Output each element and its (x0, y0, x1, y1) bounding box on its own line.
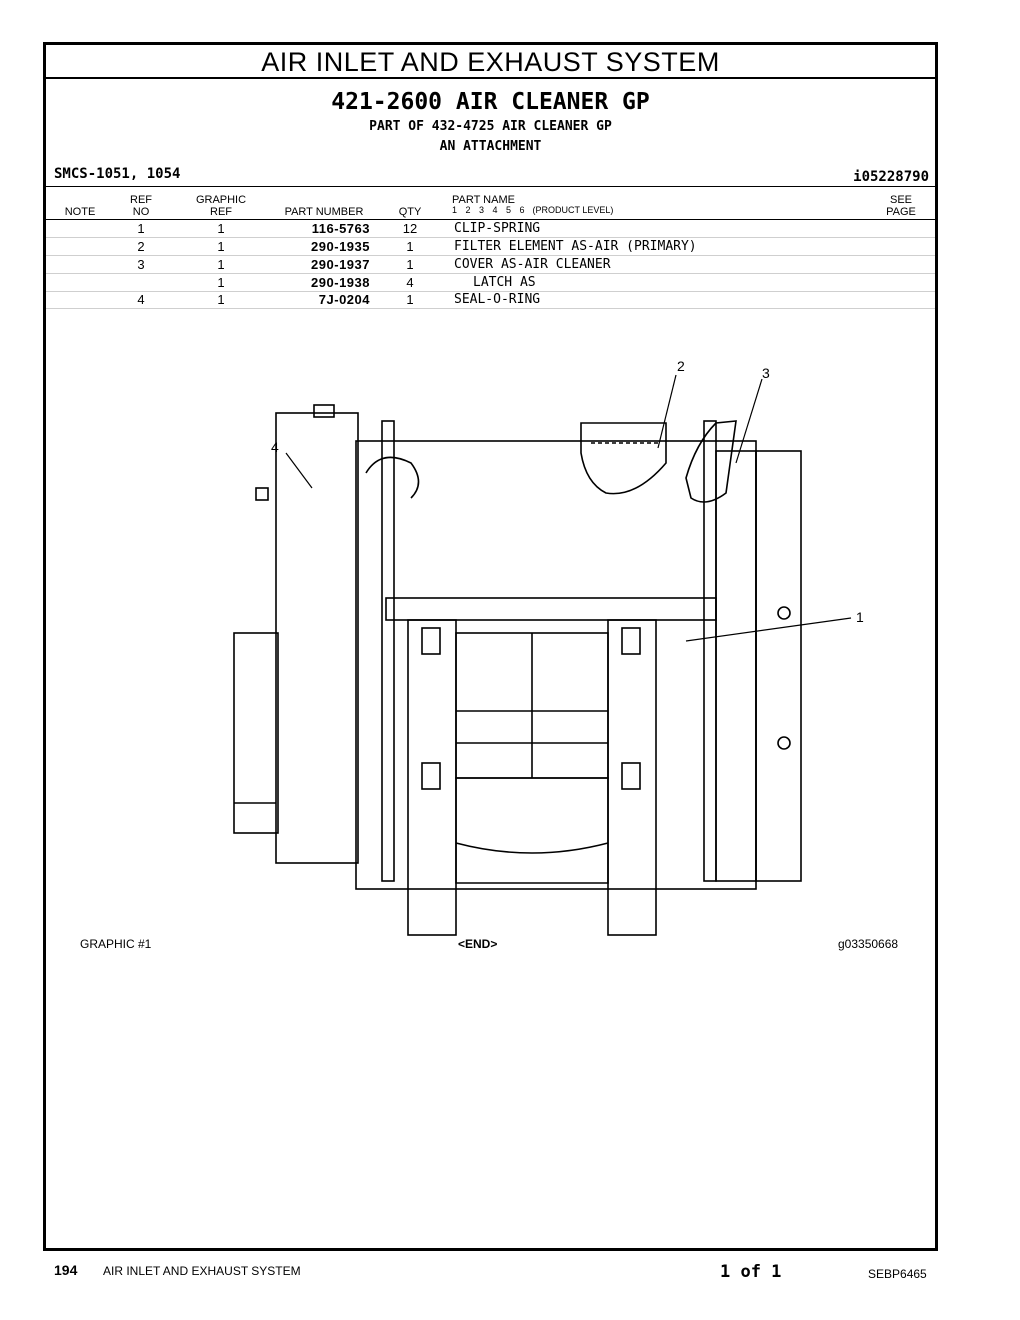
housing-body (356, 441, 756, 889)
header-part-number: PART NUMBER (284, 206, 364, 218)
header-product-levels (452, 205, 613, 215)
end-cap (276, 413, 358, 863)
part-of-text: PART OF 432-4725 AIR CLEANER GP (369, 119, 612, 134)
header-ref-no-top: REF (130, 194, 152, 206)
graphic-ref: 1 (217, 292, 225, 307)
footer-section: AIR INLET AND EXHAUST SYSTEM (103, 1264, 301, 1278)
attachment-text: AN ATTACHMENT (439, 139, 542, 154)
page-number: 194 (54, 1262, 78, 1278)
part-name: SEAL-O-RING (454, 292, 541, 307)
ref-no: 2 (137, 239, 145, 254)
part-name: CLIP-SPRING (454, 221, 541, 236)
air-cleaner-drawing (196, 323, 864, 923)
quantity: 4 (406, 275, 414, 290)
part-number: 290-1937 (311, 257, 370, 272)
ref-no: 1 (137, 221, 145, 236)
callout-2: 2 (677, 358, 685, 374)
table-row (46, 238, 935, 256)
page-of-count: 1 of 1 (720, 1262, 782, 1282)
part-number: 290-1935 (311, 239, 370, 254)
callout-1: 1 (856, 609, 864, 625)
callout-3: 3 (762, 365, 770, 381)
quantity: 1 (406, 239, 414, 254)
ref-no: 4 (137, 292, 145, 307)
graphic-ref: 1 (217, 239, 225, 254)
part-number: 116-5763 (311, 221, 370, 236)
graphic-ref: 1 (217, 221, 225, 236)
section-title: AIR INLET AND EXHAUST SYSTEM (46, 45, 935, 79)
graphic-label: GRAPHIC #1 (80, 937, 152, 951)
smcs-code: SMCS-1051, 1054 (54, 166, 181, 182)
header-top-rule (46, 186, 935, 187)
quantity: 1 (406, 292, 414, 307)
header-level-numbers: 1 2 3 4 5 6 (452, 205, 525, 215)
table-row (46, 220, 935, 238)
header-qty: QTY (398, 206, 422, 218)
header-graphic-ref-top: GRAPHIC (195, 194, 247, 206)
part-number: 7J-0204 (318, 292, 370, 307)
part-number: 290-1938 (311, 275, 370, 290)
header-part-name: PART NAME (452, 194, 515, 206)
page-frame (43, 42, 938, 1251)
part-name: FILTER ELEMENT AS-AIR (PRIMARY) (454, 239, 697, 254)
header-see-top: SEE (889, 194, 912, 206)
graphic-id: g03350668 (838, 937, 899, 951)
graphic-ref: 1 (217, 275, 225, 290)
header-graphic-ref-bottom: REF (210, 206, 232, 218)
quantity: 12 (402, 221, 418, 236)
ref-no: 3 (137, 257, 145, 272)
document-number: SEBP6465 (868, 1267, 927, 1281)
header-see-bottom: PAGE (886, 206, 916, 218)
document-reference: i05228790 (853, 169, 929, 185)
group-title: 421-2600 AIR CLEANER GP (331, 89, 650, 115)
table-row (46, 274, 935, 292)
header-product-level: (PRODUCT LEVEL) (532, 205, 614, 215)
table-row (46, 256, 935, 274)
end-marker: <END> (458, 937, 498, 951)
seal-o-ring-shape (256, 488, 268, 500)
graphic-ref: 1 (217, 257, 225, 272)
callout-4: 4 (271, 439, 279, 455)
part-name: COVER AS-AIR CLEANER (454, 257, 611, 272)
quantity: 1 (406, 257, 414, 272)
header-ref-no-bottom: NO (132, 206, 150, 218)
part-name: LATCH AS (473, 275, 536, 290)
table-row (46, 291, 935, 309)
header-note: NOTE (64, 206, 96, 218)
